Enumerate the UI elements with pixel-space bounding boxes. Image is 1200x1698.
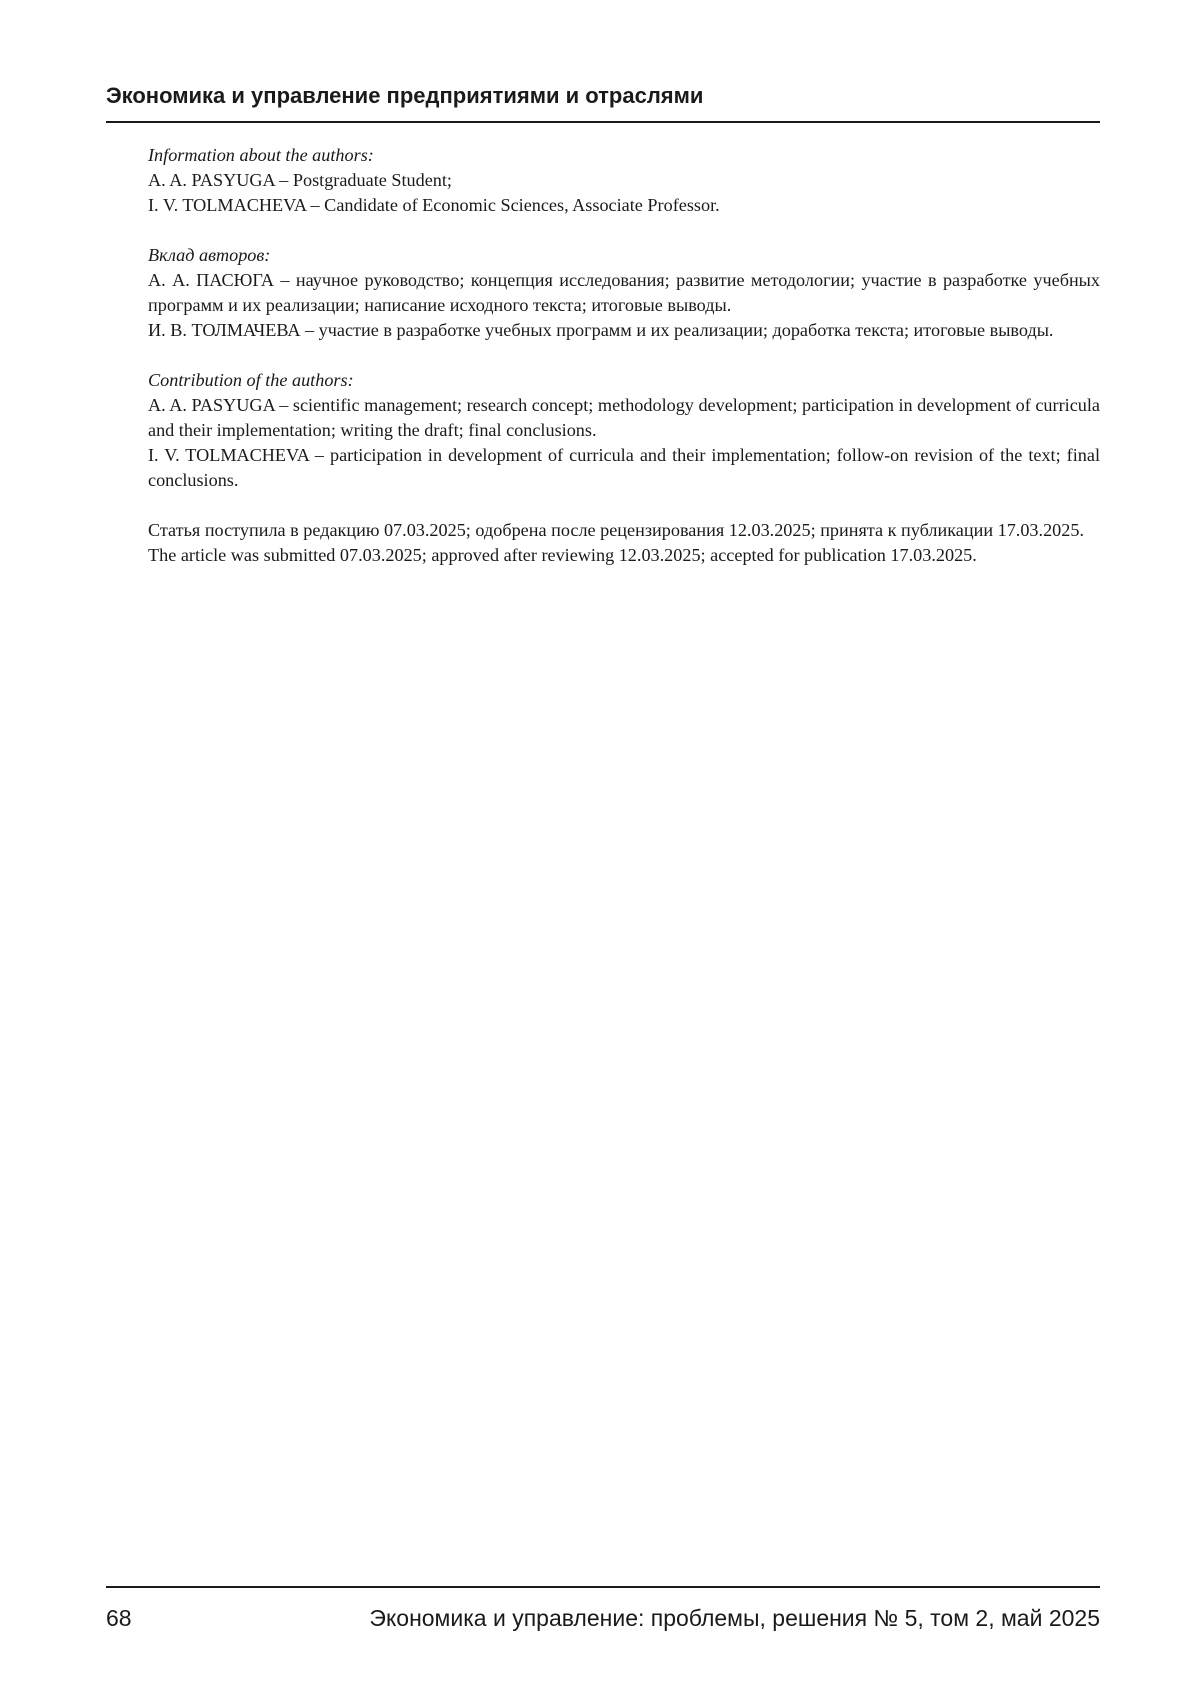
page-number: 68 bbox=[106, 1605, 132, 1631]
contribution-line: И. В. ТОЛМАЧЕВА – участие в разработке учебных программ и их реализации; доработка текста; итоговые выводы. bbox=[148, 320, 1054, 340]
authors-contribution-en bbox=[148, 368, 1100, 493]
contribution-line: А. А. ПАСЮГА – научное руководство; концепция исследования; развитие методологии; участие в разработке учебных программ и их реализации; написание исходного текста; итоговые выводы. bbox=[148, 270, 1100, 315]
author-info-line: I. V. TOLMACHEVA – Candidate of Economic Sciences, Associate Professor. bbox=[148, 195, 720, 215]
journal-reference: Экономика и управление: проблемы, решения № 5, том 2, май 2025 bbox=[369, 1605, 1100, 1631]
dates-line-ru: Статья поступила в редакцию 07.03.2025; одобрена после рецензирования 12.03.2025; принята к публикации 17.03.2025. bbox=[148, 520, 1084, 540]
authors-contribution-ru bbox=[148, 243, 1100, 343]
footer-rule bbox=[106, 1586, 1100, 1588]
dates-line-en: The article was submitted 07.03.2025; approved after reviewing 12.03.2025; accepted for publication 17.03.2025. bbox=[148, 545, 977, 565]
author-info-line: A. A. PASYUGA – Postgraduate Student; bbox=[148, 170, 452, 190]
running-header: Экономика и управление предприятиями и отраслями bbox=[106, 83, 704, 108]
authors-info-en bbox=[148, 143, 1100, 218]
article-end-matter bbox=[148, 143, 1100, 593]
contribution-line: I. V. TOLMACHEVA – participation in development of curricula and their implementation; follow-on revision of the text; final conclusions. bbox=[148, 445, 1100, 490]
article-dates bbox=[148, 518, 1100, 568]
authors-contribution-en-title: Contribution of the authors: bbox=[148, 370, 354, 390]
authors-info-en-title: Information about the authors: bbox=[148, 145, 374, 165]
contribution-line: A. A. PASYUGA – scientific management; research concept; methodology development; participation in development of curricula and their implementation; writing the draft; final conclusions. bbox=[148, 395, 1100, 440]
header-rule bbox=[106, 121, 1100, 123]
authors-contribution-ru-title: Вклад авторов: bbox=[148, 245, 271, 265]
